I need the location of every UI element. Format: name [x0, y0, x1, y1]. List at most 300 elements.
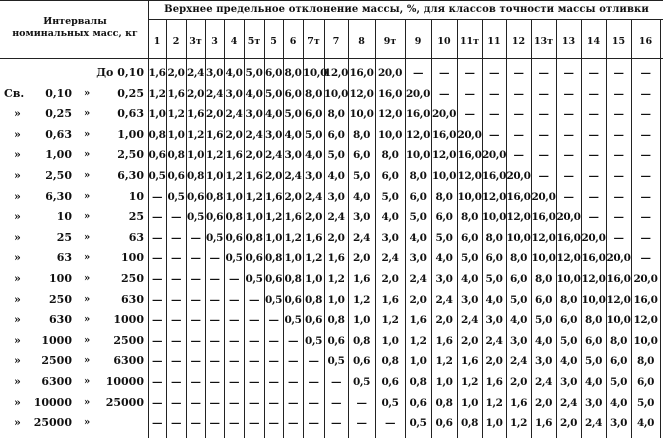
- tolerance-cell: 16,0: [506, 190, 531, 203]
- tolerance-cell: —: [228, 355, 240, 368]
- range-lower-value: 6300: [41, 375, 72, 388]
- tolerance-cell: —: [640, 190, 651, 203]
- class-header: 13т: [533, 36, 554, 47]
- tolerance-cell: —: [151, 355, 163, 368]
- table-row: [0, 414, 663, 435]
- range-repeat-mark: »: [84, 170, 91, 181]
- tolerance-cell: 2,0: [381, 273, 399, 285]
- tolerance-cell: 5,0: [460, 252, 479, 265]
- tolerance-cell: —: [170, 417, 182, 430]
- tolerance-cell: 2,4: [327, 211, 345, 224]
- range-upper-value: 1,00: [117, 127, 144, 141]
- tolerance-cell: 3,0: [609, 417, 628, 430]
- row-prefix: »: [14, 127, 21, 141]
- tolerance-cell: —: [190, 293, 201, 306]
- tolerance-cell: 16,0: [581, 252, 606, 265]
- tolerance-cell: 2,0: [460, 334, 479, 347]
- tolerance-cell: 16,0: [406, 108, 430, 121]
- tolerance-cell: 8,0: [509, 252, 528, 265]
- tolerance-cell: 16,0: [606, 273, 631, 285]
- tolerance-cell: 3,0: [409, 252, 427, 265]
- tolerance-cell: —: [488, 87, 500, 100]
- tolerance-cell: 2,4: [381, 252, 399, 265]
- class-header: 3: [211, 36, 218, 47]
- class-header: 5т: [247, 36, 261, 47]
- row-prefix: »: [14, 189, 21, 203]
- tolerance-cell: 2,4: [559, 396, 578, 409]
- tolerance-cell: —: [613, 108, 624, 121]
- tolerance-cell: 10,0: [406, 149, 430, 162]
- range-lower-value: 1000: [41, 333, 72, 347]
- range-upper-value: 6,30: [117, 169, 144, 182]
- tolerance-cell: —: [613, 67, 624, 79]
- tolerance-cell: 0,8: [304, 293, 323, 306]
- tolerance-cell: 1,0: [205, 170, 224, 182]
- tolerance-cell: —: [412, 67, 424, 79]
- tolerance-cell: —: [248, 396, 260, 409]
- tolerance-cell: 0,8: [205, 190, 224, 203]
- tolerance-cell: 3,0: [381, 231, 399, 244]
- tolerance-cell: 0,5: [304, 334, 323, 347]
- tolerance-cell: 3,0: [205, 67, 224, 79]
- tolerance-cell: 20,0: [633, 273, 658, 285]
- tolerance-cell: 0,5: [381, 396, 399, 409]
- tolerance-cell: 1,6: [352, 273, 371, 285]
- tolerance-cell: 0,6: [225, 231, 243, 244]
- range-repeat-mark: »: [84, 252, 91, 264]
- tolerance-cell: —: [538, 87, 549, 100]
- tolerance-cell: —: [588, 87, 599, 100]
- class-header: 5: [270, 36, 277, 47]
- tolerance-cell: 6,0: [304, 108, 323, 121]
- tolerance-cell: —: [248, 417, 260, 430]
- tolerance-cell: 10,0: [633, 334, 658, 347]
- tolerance-cell: 1,6: [167, 87, 185, 100]
- tolerance-cell: 4,0: [435, 252, 453, 265]
- range-upper-value: До 0,10: [96, 66, 144, 79]
- table-row: [0, 270, 663, 291]
- tolerance-cell: 6,0: [381, 170, 399, 182]
- tolerance-cell: —: [640, 87, 651, 100]
- tolerance-cell: —: [613, 128, 624, 141]
- tolerance-cell: —: [438, 67, 450, 79]
- tolerance-cell: —: [464, 67, 475, 79]
- tolerance-cell: 16,0: [457, 149, 482, 162]
- tolerance-cell: 3,0: [245, 108, 263, 121]
- range-lower-value: 6,30: [45, 189, 72, 203]
- tolerance-cell: 1,0: [304, 273, 323, 285]
- tolerance-cell: 0,5: [186, 211, 205, 224]
- tolerance-cell: —: [190, 231, 201, 244]
- tolerance-cell: 16,0: [633, 293, 658, 306]
- mass-interval-header: Интервалы номинальных масс, кг: [12, 16, 138, 39]
- tolerance-cell: 20,0: [432, 108, 456, 121]
- table-row: [0, 291, 663, 312]
- tolerance-cell: 0,5: [245, 273, 263, 285]
- tolerance-cell: 1,6: [284, 211, 302, 224]
- range-upper-value: 0,25: [117, 86, 144, 100]
- tolerance-cell: 20,0: [606, 252, 631, 265]
- tolerance-cell: 5,0: [559, 334, 578, 347]
- tolerance-cell: —: [588, 128, 599, 141]
- tolerance-cell: —: [268, 396, 279, 409]
- tolerance-cell: —: [190, 252, 201, 265]
- tolerance-cell: 16,0: [378, 87, 402, 100]
- tolerance-cell: 5,0: [636, 396, 655, 409]
- tolerance-cell: 2,0: [167, 67, 185, 79]
- tolerance-cell: 10,0: [324, 87, 348, 100]
- tolerance-cell: —: [588, 190, 599, 203]
- tolerance-cell: —: [613, 231, 624, 244]
- tolerance-cell: —: [640, 211, 651, 224]
- table-row: [0, 126, 663, 147]
- tolerance-cell: 2,0: [409, 293, 427, 306]
- tolerance-cell: —: [308, 355, 319, 368]
- tolerance-cell: —: [209, 376, 220, 388]
- tolerance-cell: 3,0: [460, 293, 479, 306]
- tolerance-cell: 1,2: [435, 355, 453, 368]
- tolerance-cell: 1,6: [205, 128, 224, 141]
- tolerance-cell: 0,6: [435, 417, 453, 430]
- tolerance-cell: 1,0: [284, 252, 302, 265]
- range-lower-value: 0,10: [45, 86, 72, 100]
- class-header: 11т: [459, 36, 480, 47]
- class-header: 7: [332, 36, 340, 47]
- tolerance-cell: 0,5: [327, 355, 345, 368]
- tolerance-cell: —: [538, 67, 549, 79]
- tolerance-cell: 16,0: [349, 67, 374, 79]
- tolerance-cell: 0,8: [225, 211, 243, 224]
- tolerance-cell: 5,0: [609, 376, 628, 388]
- tolerance-cell: —: [513, 87, 524, 100]
- tolerance-cell: 2,4: [225, 108, 243, 121]
- table-row: [0, 352, 663, 373]
- tolerance-cell: 0,8: [327, 314, 345, 327]
- range-lower-value: 10: [56, 210, 72, 224]
- tolerance-cell: 3,0: [284, 149, 302, 162]
- tolerance-cell: —: [170, 334, 182, 347]
- tolerance-cell: 2,0: [205, 108, 224, 121]
- tolerance-cell: 2,4: [509, 355, 528, 368]
- tolerance-cell: 12,0: [406, 128, 430, 141]
- tolerance-cell: 6,0: [284, 87, 302, 100]
- class-header: 8: [358, 36, 365, 47]
- range-repeat-mark: »: [84, 396, 91, 408]
- row-prefix: »: [14, 251, 21, 265]
- tolerance-cell: —: [513, 128, 524, 141]
- tolerance-cell: 2,4: [264, 149, 283, 162]
- tolerance-cell: 5,0: [327, 149, 345, 162]
- tolerance-cell: —: [190, 314, 201, 327]
- tolerance-cell: 8,0: [327, 108, 345, 121]
- tolerance-cell: 1,0: [186, 149, 205, 162]
- tolerance-cell: 1,2: [304, 252, 323, 265]
- header-rule: [0, 58, 663, 59]
- row-prefix: »: [14, 272, 21, 285]
- range-repeat-mark: »: [84, 334, 91, 346]
- class-header: 13: [561, 36, 576, 47]
- tolerance-cell: 5,0: [352, 170, 371, 182]
- tolerance-cell: —: [151, 293, 163, 306]
- tolerance-cell: —: [209, 314, 220, 327]
- tolerance-cell: 5,0: [485, 273, 503, 285]
- tolerance-cell: 0,5: [352, 376, 371, 388]
- range-upper-value: 1000: [113, 313, 144, 327]
- tolerance-cell: 0,8: [435, 396, 453, 409]
- tolerance-cell: —: [287, 417, 299, 430]
- tolerance-cell: 2,4: [186, 67, 205, 79]
- tolerance-cell: 0,6: [327, 334, 345, 347]
- tolerance-cell: 4,0: [304, 149, 323, 162]
- tolerance-cell: —: [308, 417, 319, 430]
- tolerance-cell: 8,0: [636, 355, 655, 368]
- tolerance-cell: 20,0: [378, 67, 402, 79]
- tolerance-cell: 0,8: [167, 149, 185, 162]
- tolerance-cell: 1,6: [534, 417, 553, 430]
- tolerance-cell: 0,5: [167, 190, 185, 203]
- tolerance-cell: 12,0: [324, 67, 348, 79]
- tolerance-cell: 1,0: [167, 128, 185, 141]
- tolerance-cell: 4,0: [559, 355, 578, 368]
- tolerance-cell: 0,5: [205, 231, 224, 244]
- table-row: [0, 146, 663, 167]
- tolerance-cell: 12,0: [349, 87, 374, 100]
- tolerance-cell: 3,0: [559, 376, 578, 388]
- tolerance-cell: 16,0: [432, 128, 456, 141]
- row-prefix: »: [14, 148, 21, 162]
- tolerance-cell: —: [464, 87, 475, 100]
- tolerance-cell: 10,0: [556, 273, 581, 285]
- tolerance-cell: 4,0: [636, 417, 655, 430]
- tolerance-cell: —: [488, 128, 500, 141]
- tolerance-cell: 1,6: [435, 334, 453, 347]
- tolerance-cell: —: [613, 87, 624, 100]
- range-repeat-mark: »: [84, 376, 91, 387]
- tolerance-cell: 6,0: [435, 211, 453, 224]
- range-repeat-mark: »: [84, 273, 91, 284]
- tolerance-cell: 1,0: [245, 211, 263, 224]
- tolerance-cell: 8,0: [381, 149, 399, 162]
- tolerance-cell: —: [170, 355, 182, 368]
- tolerance-cell: 2,0: [245, 149, 263, 162]
- range-repeat-mark: »: [84, 293, 91, 305]
- tolerance-cell: —: [563, 67, 574, 79]
- tolerance-cell: —: [287, 396, 299, 409]
- tolerance-cell: 3,0: [304, 170, 323, 182]
- tolerance-cell: —: [563, 87, 574, 100]
- tolerance-cell: —: [170, 396, 182, 409]
- class-header: 1: [153, 36, 161, 47]
- tolerance-cell: 12,0: [531, 231, 556, 244]
- tolerance-cell: 1,2: [352, 293, 371, 306]
- tolerance-cell: 6,0: [584, 334, 603, 347]
- tolerance-cell: 1,2: [148, 87, 166, 100]
- tolerance-cell: 0,8: [381, 355, 399, 368]
- tolerance-cell: —: [588, 108, 599, 121]
- tolerance-cell: —: [538, 108, 549, 121]
- tolerance-cell: —: [248, 355, 260, 368]
- tolerance-cell: —: [209, 273, 220, 285]
- tolerance-cell: 20,0: [506, 170, 531, 182]
- range-lower-value: 630: [49, 313, 72, 327]
- tolerance-cell: 3,0: [352, 211, 371, 224]
- tolerance-cell: 0,5: [148, 170, 166, 182]
- row-prefix: »: [14, 416, 21, 430]
- tolerance-cell: —: [640, 252, 651, 265]
- tolerance-cell: 1,2: [409, 334, 427, 347]
- tolerance-cell: 2,4: [584, 417, 603, 430]
- tolerance-cell: 5,0: [435, 231, 453, 244]
- range-repeat-mark: »: [84, 190, 91, 202]
- tolerance-cell: 2,0: [225, 128, 243, 141]
- tolerance-cell: 8,0: [485, 231, 503, 244]
- tolerance-cell: 5,0: [584, 355, 603, 368]
- tolerance-cell: 1,0: [435, 376, 453, 388]
- tolerance-cell: 0,8: [284, 273, 302, 285]
- tolerance-cell: —: [268, 314, 279, 327]
- tolerance-cell: —: [228, 314, 240, 327]
- tolerance-cell: —: [228, 396, 240, 409]
- tolerance-cell: 2,4: [205, 87, 224, 100]
- tolerance-cell: —: [248, 293, 260, 306]
- tolerance-cell: —: [151, 231, 163, 244]
- tolerance-cell: —: [287, 355, 299, 368]
- table-row: [0, 229, 663, 250]
- tolerance-cell: 6,0: [264, 67, 283, 79]
- row-prefix: »: [14, 292, 21, 306]
- tolerance-cell: 12,0: [633, 314, 658, 327]
- tolerance-cell: 10,0: [378, 128, 402, 141]
- tolerance-cell: —: [151, 396, 163, 409]
- tolerance-cell: 1,2: [205, 149, 224, 162]
- tolerance-cell: —: [209, 293, 220, 306]
- tolerance-cell: —: [170, 252, 182, 265]
- tolerance-cell: 1,6: [460, 355, 479, 368]
- tolerance-cell: —: [640, 67, 651, 79]
- tolerance-cell: —: [209, 396, 220, 409]
- tolerance-cell: —: [170, 231, 182, 244]
- tolerance-cell: —: [640, 149, 651, 162]
- tolerance-cell: 8,0: [284, 67, 302, 79]
- tolerance-cell: —: [538, 170, 549, 182]
- tolerance-cell: 1,6: [509, 396, 528, 409]
- tolerance-cell: 2,4: [435, 293, 453, 306]
- range-lower-value: 250: [49, 292, 72, 306]
- tolerance-cell: —: [513, 67, 524, 79]
- tolerance-cell: 12,0: [457, 170, 482, 182]
- tolerance-cell: 0,8: [409, 376, 427, 388]
- tolerance-cell: —: [513, 108, 524, 121]
- tolerance-cell: 6,0: [327, 128, 345, 141]
- tolerance-cell: 5,0: [245, 67, 263, 79]
- class-header: 6: [289, 36, 297, 47]
- tolerance-cell: —: [268, 417, 279, 430]
- tolerance-cell: 2,0: [435, 314, 453, 327]
- range-upper-value: 2,50: [117, 148, 144, 162]
- tolerance-cell: 1,0: [460, 396, 479, 409]
- tolerance-cell: 4,0: [485, 293, 503, 306]
- tolerance-cell: —: [151, 211, 163, 224]
- range-repeat-mark: »: [84, 128, 91, 140]
- range-lower-value: 63: [56, 251, 72, 265]
- tolerance-cell: —: [170, 293, 182, 306]
- tolerance-cell: —: [613, 190, 624, 203]
- range-lower-value: 2500: [41, 354, 72, 368]
- tolerance-cell: 0,5: [225, 252, 243, 265]
- tolerance-cell: 20,0: [482, 149, 506, 162]
- range-upper-value: 0,63: [117, 107, 144, 121]
- range-upper-value: 10000: [105, 375, 144, 388]
- tolerance-cell: 4,0: [264, 108, 283, 121]
- tolerance-cell: 16,0: [531, 211, 556, 224]
- range-upper-value: 2500: [113, 333, 144, 347]
- tolerance-cell: 6,0: [352, 149, 371, 162]
- tolerance-cell: —: [190, 396, 201, 409]
- tolerance-cell: 4,0: [509, 314, 528, 327]
- tolerance-cell: 12,0: [581, 273, 606, 285]
- range-repeat-mark: »: [84, 355, 91, 367]
- range-lower-value: 2,50: [45, 169, 72, 182]
- tolerance-cell: 0,6: [167, 170, 185, 182]
- range-repeat-mark: »: [84, 87, 91, 99]
- tolerance-cell: 10,0: [432, 170, 456, 182]
- tolerance-cell: 2,4: [409, 273, 427, 285]
- tolerance-cell: 6,0: [636, 376, 655, 388]
- tolerance-cell: 4,0: [225, 67, 243, 79]
- tolerance-cell: —: [330, 417, 342, 430]
- tolerance-cell: 1,6: [304, 231, 323, 244]
- tolerance-cell: —: [209, 355, 220, 368]
- tolerance-cell: —: [190, 376, 201, 388]
- row-prefix: »: [14, 354, 21, 368]
- tolerance-cell: 5,0: [381, 190, 399, 203]
- tolerance-cell: 1,2: [381, 314, 399, 327]
- tolerance-cell: —: [287, 376, 299, 388]
- tolerance-cell: —: [356, 417, 367, 430]
- tolerance-cell: 0,6: [304, 314, 323, 327]
- tolerance-cell: —: [613, 170, 624, 182]
- tolerance-cell: 0,6: [352, 355, 371, 368]
- tolerance-cell: 0,8: [352, 334, 371, 347]
- table-row: [0, 208, 663, 229]
- tolerance-cell: 0,6: [205, 211, 224, 224]
- range-repeat-mark: »: [84, 149, 91, 161]
- tolerance-cell: 12,0: [506, 211, 531, 224]
- tolerance-cell: —: [228, 273, 240, 285]
- tolerance-cell: 1,2: [186, 128, 205, 141]
- range-repeat-mark: »: [84, 108, 91, 120]
- range-lower-value: 25: [56, 230, 72, 244]
- tolerance-cell: 1,2: [245, 190, 263, 203]
- tolerance-cell: —: [190, 273, 201, 285]
- table-row: [0, 105, 663, 126]
- tolerance-cell: 0,5: [409, 417, 427, 430]
- tolerance-cell: 1,6: [485, 376, 503, 388]
- tolerance-cell: 5,0: [409, 211, 427, 224]
- tolerance-cell: —: [640, 108, 651, 121]
- tolerance-cell: 4,0: [409, 231, 427, 244]
- tolerance-cell: 6,0: [509, 273, 528, 285]
- tolerance-cell: 1,0: [225, 190, 243, 203]
- tolerance-cell: 1,6: [264, 190, 283, 203]
- table-row: [0, 332, 663, 353]
- tolerance-cell: 2,0: [327, 231, 345, 244]
- tolerance-cell: 2,4: [245, 128, 263, 141]
- tolerance-cell: —: [563, 128, 574, 141]
- tolerance-cell: 3,0: [485, 314, 503, 327]
- tolerance-cell: —: [640, 231, 651, 244]
- row-prefix: »: [14, 169, 21, 182]
